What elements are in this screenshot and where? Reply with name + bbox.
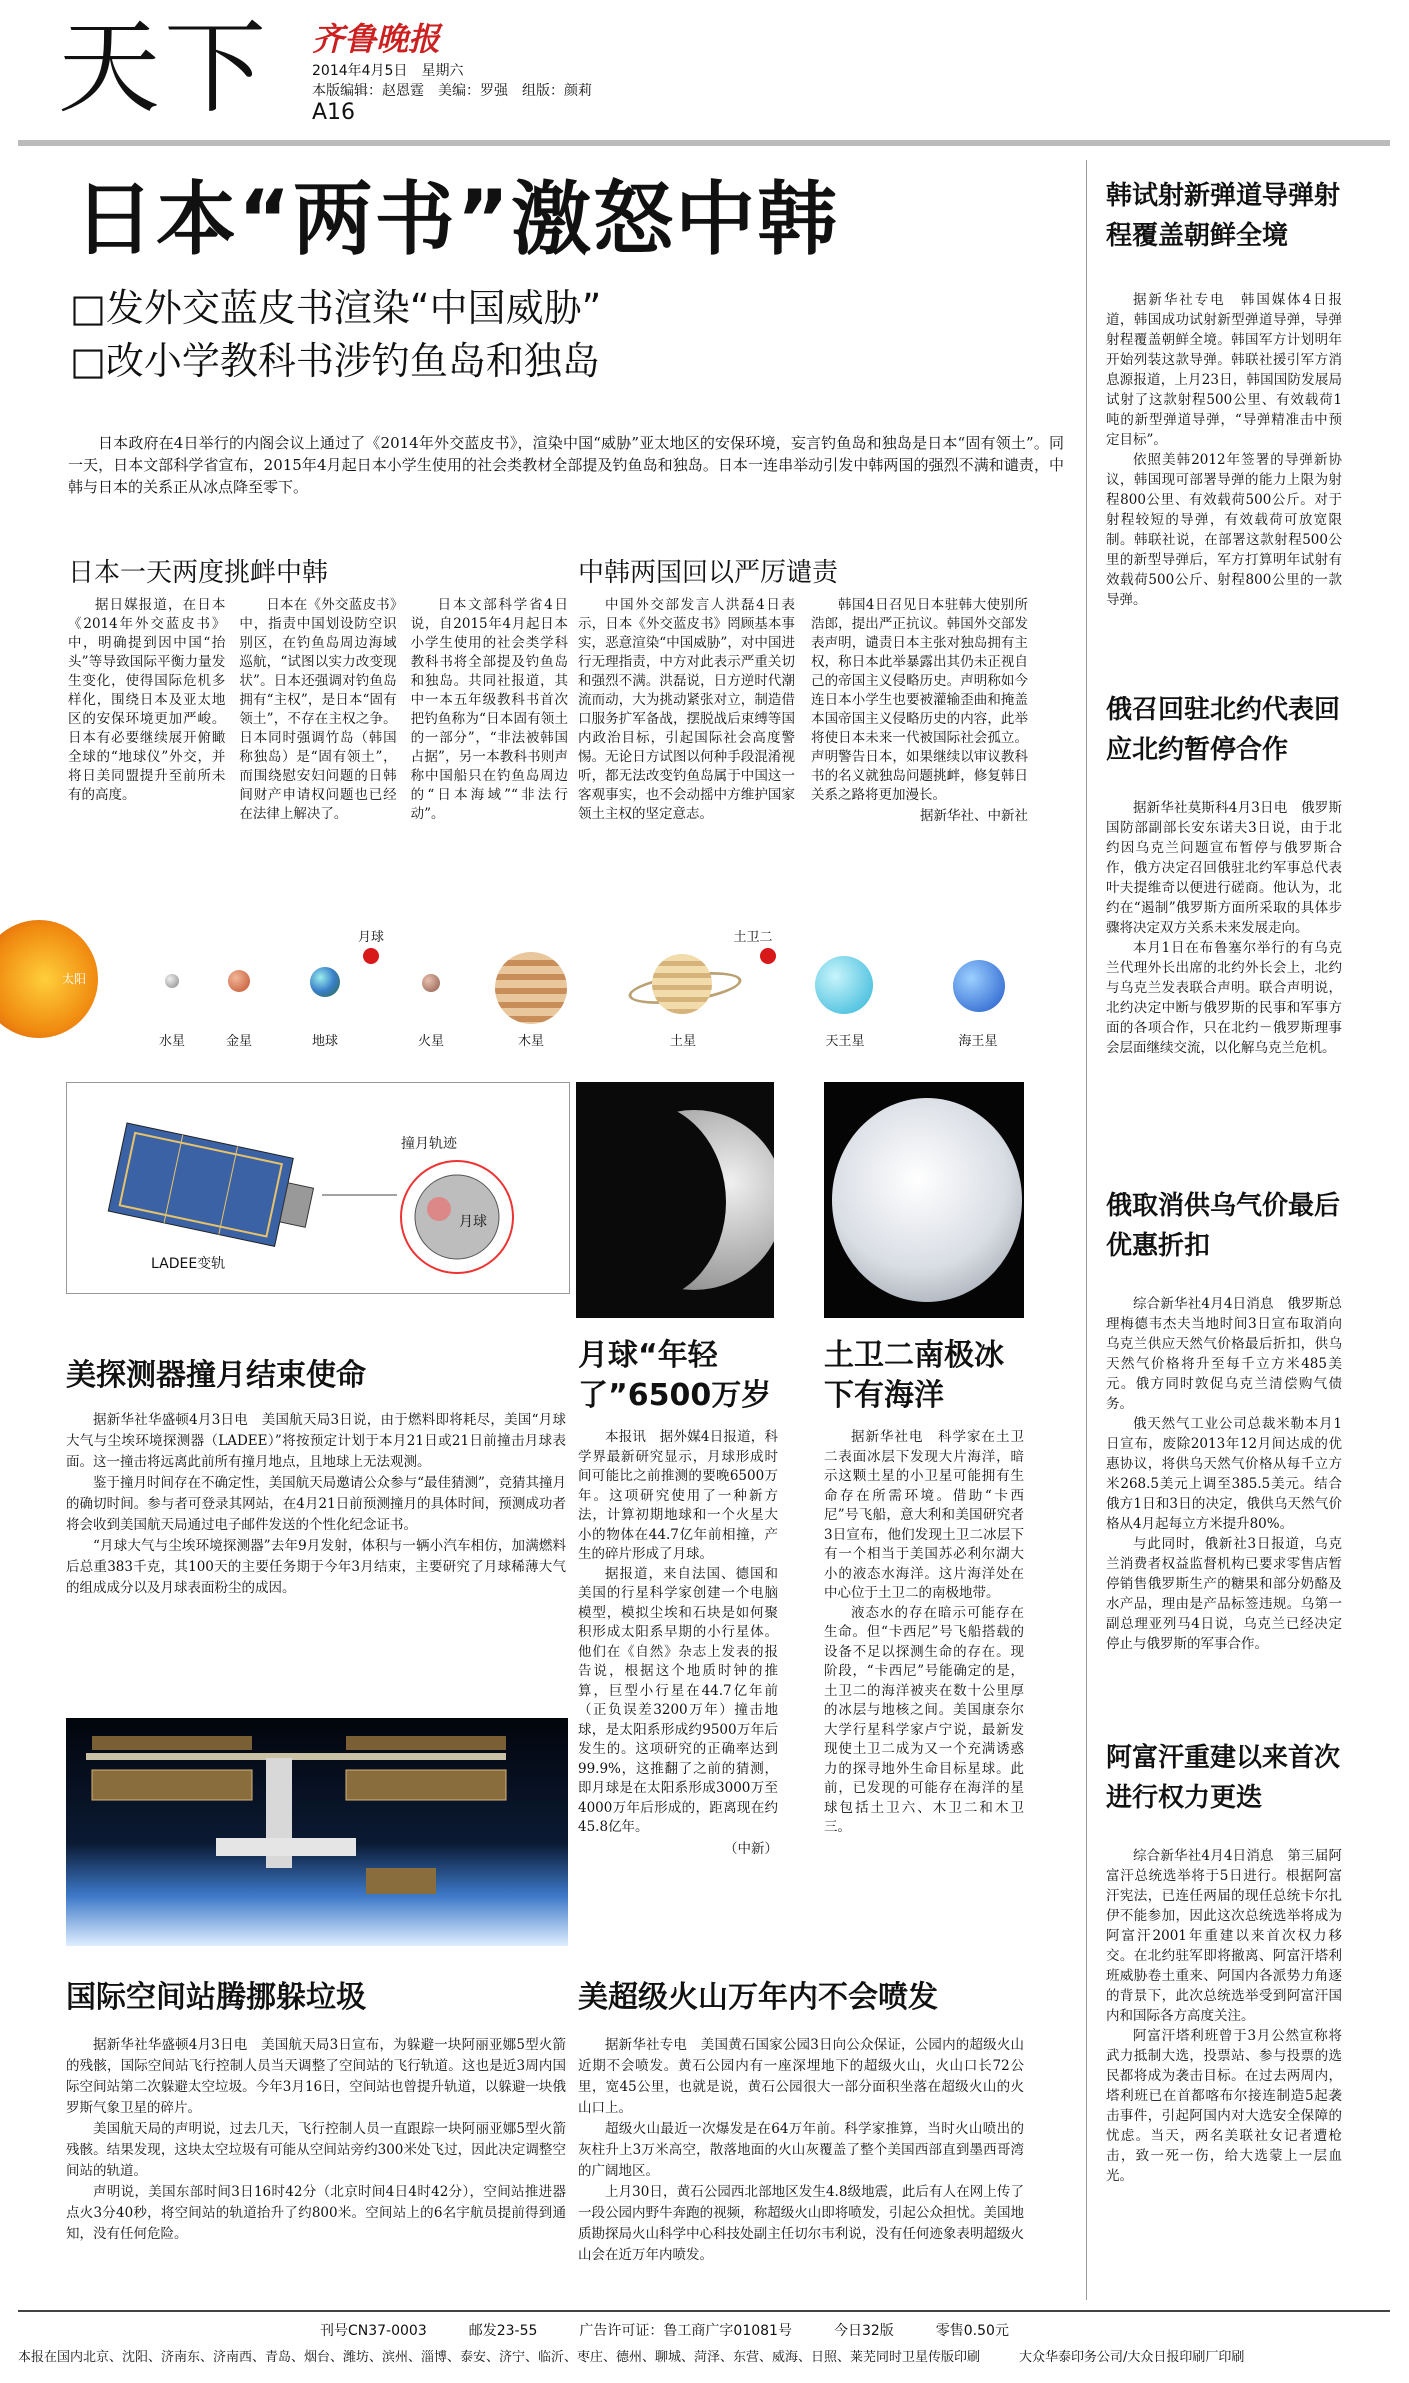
volcano-heading: 美超级火山万年内不会喷发 <box>578 1980 938 2015</box>
right-article-1-heading: 韩试射新弹道导弹射程覆盖朝鲜全境 <box>1106 181 1341 251</box>
right-article-2-heading: 俄召回驻北约代表回应北约暂停合作 <box>1106 695 1341 765</box>
iss-structure <box>66 1718 568 1946</box>
right-article-2-paragraph: 据新华社莫斯科4月3日电 俄罗斯国防部副部长安东诺夫3日说，由于北约因乌克兰问题宣布暂停与俄罗斯合作，俄方决定召回俄驻北约军事总代表叶夫提维奇以便进行磋商。他认为，北约在“遏制”俄罗斯方面所采取的具体步骤将决定双方关系未来发展走向。 <box>1106 800 1342 936</box>
right-article-2-body <box>1106 798 1342 1058</box>
enceladus-body <box>824 1428 1024 1838</box>
venus-graphic <box>228 970 250 992</box>
uranus-graphic <box>815 956 873 1014</box>
moon-marker <box>363 948 379 964</box>
enceladus-paragraph: 液态水的存在暗示可能存在生命。但“卡西尼”号飞船搭载的设备不足以探测生命的存在。现阶段，“卡西尼”号能确定的是，土卫二的海洋被夹在数十公里厚的冰层与地核之间。美国康奈尔大学行星科学家卢宁说，最新发现使土卫二成为又一个充满诱惑力的探寻地外生命目标星球。此前，已发现的可能存在海洋的星球包括土卫六、木卫二和木卫三。 <box>824 1604 1024 1835</box>
ladee-craft-label: LADEE变轨 <box>151 1256 226 1272</box>
right-article-1-paragraph: 据新华社专电 韩国媒体4日报道，韩国成功试射新型弹道导弹，导弹射程覆盖朝鲜全境。韩国军方计划明年开始列装这款导弹。韩联社援引军方消息源报道，上月23日，韩国国防发展局试射了这款射程500公里、有效载荷1吨的新型弹道导弹，“导弹精准击中预定目标”。 <box>1106 292 1342 448</box>
moon-age-paragraph: 据报道，来自法国、德国和美国的行星科学家创建一个电脑模型，模拟尘埃和石块是如何聚积形成太阳系早期的小行星体。他们在《自然》杂志上发表的报告说，根据这个地质时钟的推算，巨型小行星在44.7亿年前（正负误差3200万年）撞击地球，是太阳系形成约9500万年后发生的。这项研究的正确率达到99.9%，这推翻了之前的猜测，即月球是在太阳系形成3000万至4000万年后形成的，距离现在约45.8亿年。 <box>578 1565 778 1835</box>
volcano-paragraph: 超级火山最近一次爆发是在64万年前。科学家推算，当时火山喷出的灰柱升上3万米高空，散落地面的火山灰覆盖了整个美国西部直到墨西哥湾的广阔地区。 <box>578 2121 1024 2179</box>
ladee-spacecraft <box>108 1123 318 1252</box>
enceladus-paragraph: 据新华社电 科学家在土卫二表面冰层下发现大片海洋，暗示这颗土星的小卫星可能拥有生命存在所需环境。借助“卡西尼”号飞船，意大利和美国研究者3日宣布，他们发现土卫二冰层下有一个相当于美国苏必利尔湖大小的液态水海洋。这片海洋处在中心位于土卫二的南极地带。 <box>824 1429 1024 1601</box>
right-article-3-paragraph: 综合新华社4月4日消息 俄罗斯总理梅德韦杰夫当地时间3日宣布取消向乌克兰供应天然气价格最后折扣，供乌天然气价格将升至每千立方米485美元。俄方同时敦促乌克兰清偿购气债务。 <box>1106 1296 1342 1412</box>
right-article-4-heading: 阿富汗重建以来首次进行权力更迭 <box>1106 1743 1341 1813</box>
right-article-1-paragraph: 依照美韩2012年签署的导弹新协议，韩国现可部署导弹的能力上限为射程800公里、有效载荷500公斤。对于射程较短的导弹，有效载荷可放宽限制。韩联社说，在部署这款射程500公里的新型导弹后，军方打算明年试射有效载荷500公斤、射程800公里的一款导弹。 <box>1106 452 1342 608</box>
page-editors: 本版编辑：赵恩霆 美编：罗强 组版：颜莉 <box>312 83 592 99</box>
iss-paragraph: 美国航天局的声明说，过去几天，飞行控制人员一直跟踪一块阿丽亚娜5型火箭残骸。结果发现，这块太空垃圾有可能从空间站旁约300米处飞过，因此决定调整空间站的轨道。 <box>66 2121 566 2179</box>
right-article-4-paragraph: 阿富汗塔利班曾于3月公然宣称将武力抵制大选，投票站、参与投票的选民都将成为袭击目标。在过去两周内，塔利班已在首都喀布尔接连制造5起袭击事件，引起阿国内对大选安全保障的忧虑。当天，两名美联社女记者遭枪击，致一死一伤，给大选蒙上一层血光。 <box>1106 2028 1342 2184</box>
right-article-4-body <box>1106 1846 1342 2186</box>
sec2-body <box>578 596 1028 900</box>
solar-system-graphic <box>60 912 1060 1072</box>
issue-date: 2014年4月5日 星期六 <box>312 63 464 79</box>
right-article-3-body <box>1106 1294 1342 1654</box>
right-article-2-paragraph: 本月1日在布鲁塞尔举行的有乌克兰代理外长出席的北约外长会上，北约与乌克兰发表联合声明。联合声明说，北约决定中断与俄罗斯的民事和军事方面的各项合作，只在北约－俄罗斯理事会层面继续交流，以化解乌克兰危机。 <box>1106 940 1342 1056</box>
ladee-paragraph: 鉴于撞月时间存在不确定性，美国航天局邀请公众参与“最佳猜测”，竞猜其撞月的确切时间。参与者可登录其网站，在4月21日前预测撞月的具体时间，预测成功者将会收到美国航天局通过电子邮件发送的个性化纪念证书。 <box>66 1475 566 1533</box>
right-article-3-paragraph: 与此同时，俄新社3日报道，乌克兰消费者权益监督机构已要求零售店暂停销售俄罗斯生产的糖果和部分奶酪及水产品，理由是产品标签违规。乌第一副总理亚列马4日说，乌克兰已经决定停止与俄罗斯的军事合作。 <box>1106 1536 1342 1652</box>
volcano-paragraph: 上月30日，黄石公园西北部地区发生4.8级地震，此后有人在网上传了一段公园内野牛奔跑的视频，称超级火山即将喷发，引起公众担忧。美国地质勘探局火山科学中心科技处副主任切尔韦利说，没有任何迹象表明超级火山会在近万年内喷发。 <box>578 2184 1024 2263</box>
label-mercury: 水星 <box>158 1034 185 1049</box>
ladee-heading: 美探测器撞月结束使命 <box>66 1358 366 1393</box>
ladee-illustration <box>67 1083 567 1291</box>
right-article-3-heading: 俄取消供乌气价最后优惠折扣 <box>1106 1191 1341 1261</box>
page-number: A16 <box>312 100 356 125</box>
section-title: 天下 <box>58 9 270 128</box>
ladee-orbit-label: 撞月轨迹 <box>401 1136 457 1152</box>
earth-graphic <box>310 967 340 997</box>
label-sun: 太阳 <box>62 972 87 986</box>
enceladus-marker <box>760 948 776 964</box>
right-article-4-paragraph: 综合新华社4月4日消息 第三届阿富汗总统选举将于5日进行。根据阿富汗宪法，已连任两届的现任总统卡尔扎伊不能参加，因此这次总统选举将成为阿富汗2001年重建以来首次权力移交。在北约驻军即将撤离、阿富汗塔利班威胁卷土重来、阿国内各派势力角逐的背景下，此次总统选举受到阿富汗国内和国际各方高度关注。 <box>1106 1848 1342 2024</box>
iss-paragraph: 声明说，美国东部时间3日16时42分（北京时间4日4时42分），空间站推进器点火3分40秒，将空间站的轨道抬升了约800米。空间站上的6名宇航员提前得到通知，没有任何危险。 <box>66 2184 566 2242</box>
saturn-graphic <box>652 954 712 1014</box>
right-article-1-body <box>1106 290 1342 610</box>
sec1-paragraph: 日本在《外交蓝皮书》中，指责中国划设防空识别区，在钓鱼岛周边海域巡航，“试图以实力改变现状”。日本还强调对钓鱼岛拥有“主权”，是日本“固有领土”，不存在主权之争。日本同时强调竹岛（韩国称独岛）是“固有领土”，而围绕慰安妇问题的日韩间财产申请权问题也已经在法律上解决了。 <box>239 597 397 822</box>
label-venus: 金星 <box>225 1034 252 1049</box>
main-lead <box>68 432 1064 498</box>
enceladus-disk <box>832 1098 1022 1302</box>
sec2-byline: 据新华社、中新社 <box>920 808 1028 824</box>
enceladus-heading: 土卫二南极冰下有海洋 <box>824 1338 1004 1413</box>
footer-rule <box>18 2310 1390 2312</box>
main-lead-text: 日本政府在4日举行的内阁会议上通过了《2014年外交蓝皮书》，渲染中国“威胁”亚太地区的安保环境，妄言钓鱼岛和独岛是日本“固有领土”。同一天，日本文部科学省宣布，2015年4月起日本小学生使用的社会类教材全部提及钓鱼岛和独岛。日本一连串举动引发中韩两国的强烈不满和谴责，中韩与日本的关系正从冰点降至零下。 <box>68 434 1064 496</box>
volcano-paragraph: 据新华社专电 美国黄石国家公园3日向公众保证，公园内的超级火山近期不会喷发。黄石公园内有一座深埋地下的超级火山，火山口长72公里，宽45公里，也就是说，黄石公园很大一部分面积坐落在超级火山的火山口上。 <box>578 2037 1024 2116</box>
ladee-body <box>66 1410 566 1599</box>
sec1-body <box>68 596 568 900</box>
ladee-paragraph: “月球大气与尘埃环境探测器”去年9月发射，体积与一辆小汽车相仿，加满燃料后总重383千克，其100天的主要任务期于今年3月结束，主要研究了月球稀薄大气的组成成分以及月球表面粉尘的成因。 <box>66 1538 566 1596</box>
iss-body <box>66 2035 566 2245</box>
label-moon: 月球 <box>357 930 384 945</box>
moon-photo <box>576 1082 774 1318</box>
moon-age-byline: （中新） <box>724 1840 778 1857</box>
header-rule <box>18 140 1390 146</box>
mercury-graphic <box>165 974 179 988</box>
volcano-body <box>578 2035 1024 2266</box>
enceladus-photo <box>824 1082 1024 1318</box>
neptune-graphic <box>953 960 1005 1012</box>
sec1-paragraph: 日本文部科学省4日说，自2015年4月起日本小学生使用的社会类学科教科书将全部提及钓鱼岛和独岛。共同社报道，其中一本五年级教科书首次把钓鱼称为“日本固有领土的一部分”，“非法被韩国占据”，另一本教科书则声称中国船只在钓鱼岛周边的“日本海域”“非法行动”。 <box>410 597 568 822</box>
iss-paragraph: 据新华社华盛顿4月3日电 美国航天局3日宣布，为躲避一块阿丽亚娜5型火箭的残骸，国际空间站飞行控制人员当天调整了空间站的飞行轨道。这也是近3周内国际空间站第二次躲避太空垃圾。今年3月16日，空间站也曾提升轨道，以躲避一块俄罗斯气象卫星的碎片。 <box>66 2037 566 2116</box>
main-headline: 日本“两书”激怒中韩 <box>74 173 840 266</box>
label-neptune: 海王星 <box>958 1034 998 1049</box>
main-subtitle-1: □发外交蓝皮书渲染“中国威胁” <box>70 286 602 330</box>
main-subtitle-2: □改小学教科书涉钓鱼岛和独岛 <box>70 339 600 383</box>
footer-publication-info: 刊号CN37-0003 邮发23-55 广告许可证：鲁工商广字01081号 今日32版 零售0.50元 <box>320 2323 1009 2339</box>
sec2-paragraph: 韩国4日召见日本驻韩大使别所浩郎，提出严正抗议。韩国外交部发表声明，谴责日本主张对独岛拥有主权，称日本此举暴露出其仍未正视自己的帝国主义侵略历史。声明称如今连日本小学生也要被灌输歪曲和掩盖本国帝国主义侵略历史的内容，此举将使日本未来一代被国际社会孤立。声明警告日本，如果继续以审议教科书的名义就独岛问题挑衅，修复韩日关系之路将更加漫长。 <box>811 597 1028 803</box>
label-jupiter: 木星 <box>517 1034 544 1049</box>
iss-heading: 国际空间站腾挪躲垃圾 <box>66 1980 366 2015</box>
sec1-paragraph: 据日媒报道，在日本《2014年外交蓝皮书》中，明确提到因中国“抬头”等导致国际平衡力量发生变化，使得国际危机多样化，围绕日本及亚太地区的安保环境更加严峻。日本有必要继续展开俯瞰全球的“地球仪”外交，并将日美同盟提升至前所未有的高度。 <box>68 597 226 803</box>
sec2-heading: 中韩两国回以严厉谴责 <box>578 558 839 588</box>
ladee-paragraph: 据新华社华盛顿4月3日电 美国航天局3日说，由于燃料即将耗尽，美国“月球大气与尘埃环境探测器（LADEE）”将按预定计划于本月21日或21日前撞击月球表面。这一撞击将远离此前所有撞月地点，且地球上无法观测。 <box>66 1412 566 1470</box>
sec2-paragraph: 中国外交部发言人洪磊4日表示，日本《外交蓝皮书》罔顾基本事实，恶意渲染“中国威胁”，对中国进行无理指责，中方对此表示严重关切和强烈不满。洪磊说，日方逆时代潮流而动，大为挑动紧张对立，制造借口服务扩军备战，摆脱战后束缚等国内政治目标，引起国际社会高度警惕。无论日方试图以何种手段混淆视听，都无法改变钓鱼岛属于中国这一客观事实，也不会动摇中方维护国家领土主权的坚定意志。 <box>578 597 795 822</box>
moon-age-paragraph: 本报讯 据外媒4日报道，科学界最新研究显示，月球形成时间可能比之前推测的要晚6500万年。这项研究使用了一种新方法，计算初期地球和一个火星大小的物体在44.7亿年前相撞，产生的碎片形成了月球。 <box>578 1429 778 1562</box>
ladee-moon-label: 月球 <box>459 1214 487 1230</box>
jupiter-graphic <box>495 952 567 1024</box>
newspaper-logo: 齐鲁晚报 <box>312 20 441 58</box>
label-enceladus: 土卫二 <box>733 930 773 945</box>
label-earth: 地球 <box>311 1034 338 1049</box>
footer-printing-info: 本报在国内北京、沈阳、济南东、济南西、青岛、烟台、潍坊、滨州、淄博、泰安、济宁、临沂、枣庄、德州、聊城、菏泽、东营、威海、日照、莱芜同时卫星传版印刷 大众华泰印务公司/大众日报印刷厂印刷 <box>18 2350 1245 2365</box>
sec1-heading: 日本一天两度挑衅中韩 <box>68 558 329 588</box>
label-mars: 火星 <box>417 1034 444 1049</box>
label-saturn: 土星 <box>669 1034 696 1049</box>
ladee-diagram <box>66 1082 570 1294</box>
moon-age-body <box>578 1428 778 1859</box>
right-column-divider <box>1086 160 1087 2300</box>
moon-age-heading: 月球“年轻了”6500万岁 <box>578 1338 772 1413</box>
iss-photo <box>66 1718 568 1946</box>
right-article-3-paragraph: 俄天然气工业公司总裁米勒本月1日宣布，废除2013年12月间达成的优惠协议，将供乌天然气价格从每千立方米268.5美元上调至385.5美元。结合俄方1日和3日的决定，俄供乌天然气价格从4月起每立方米提升80%。 <box>1106 1416 1342 1532</box>
mars-graphic <box>422 974 440 992</box>
label-uranus: 天王星 <box>825 1034 865 1049</box>
